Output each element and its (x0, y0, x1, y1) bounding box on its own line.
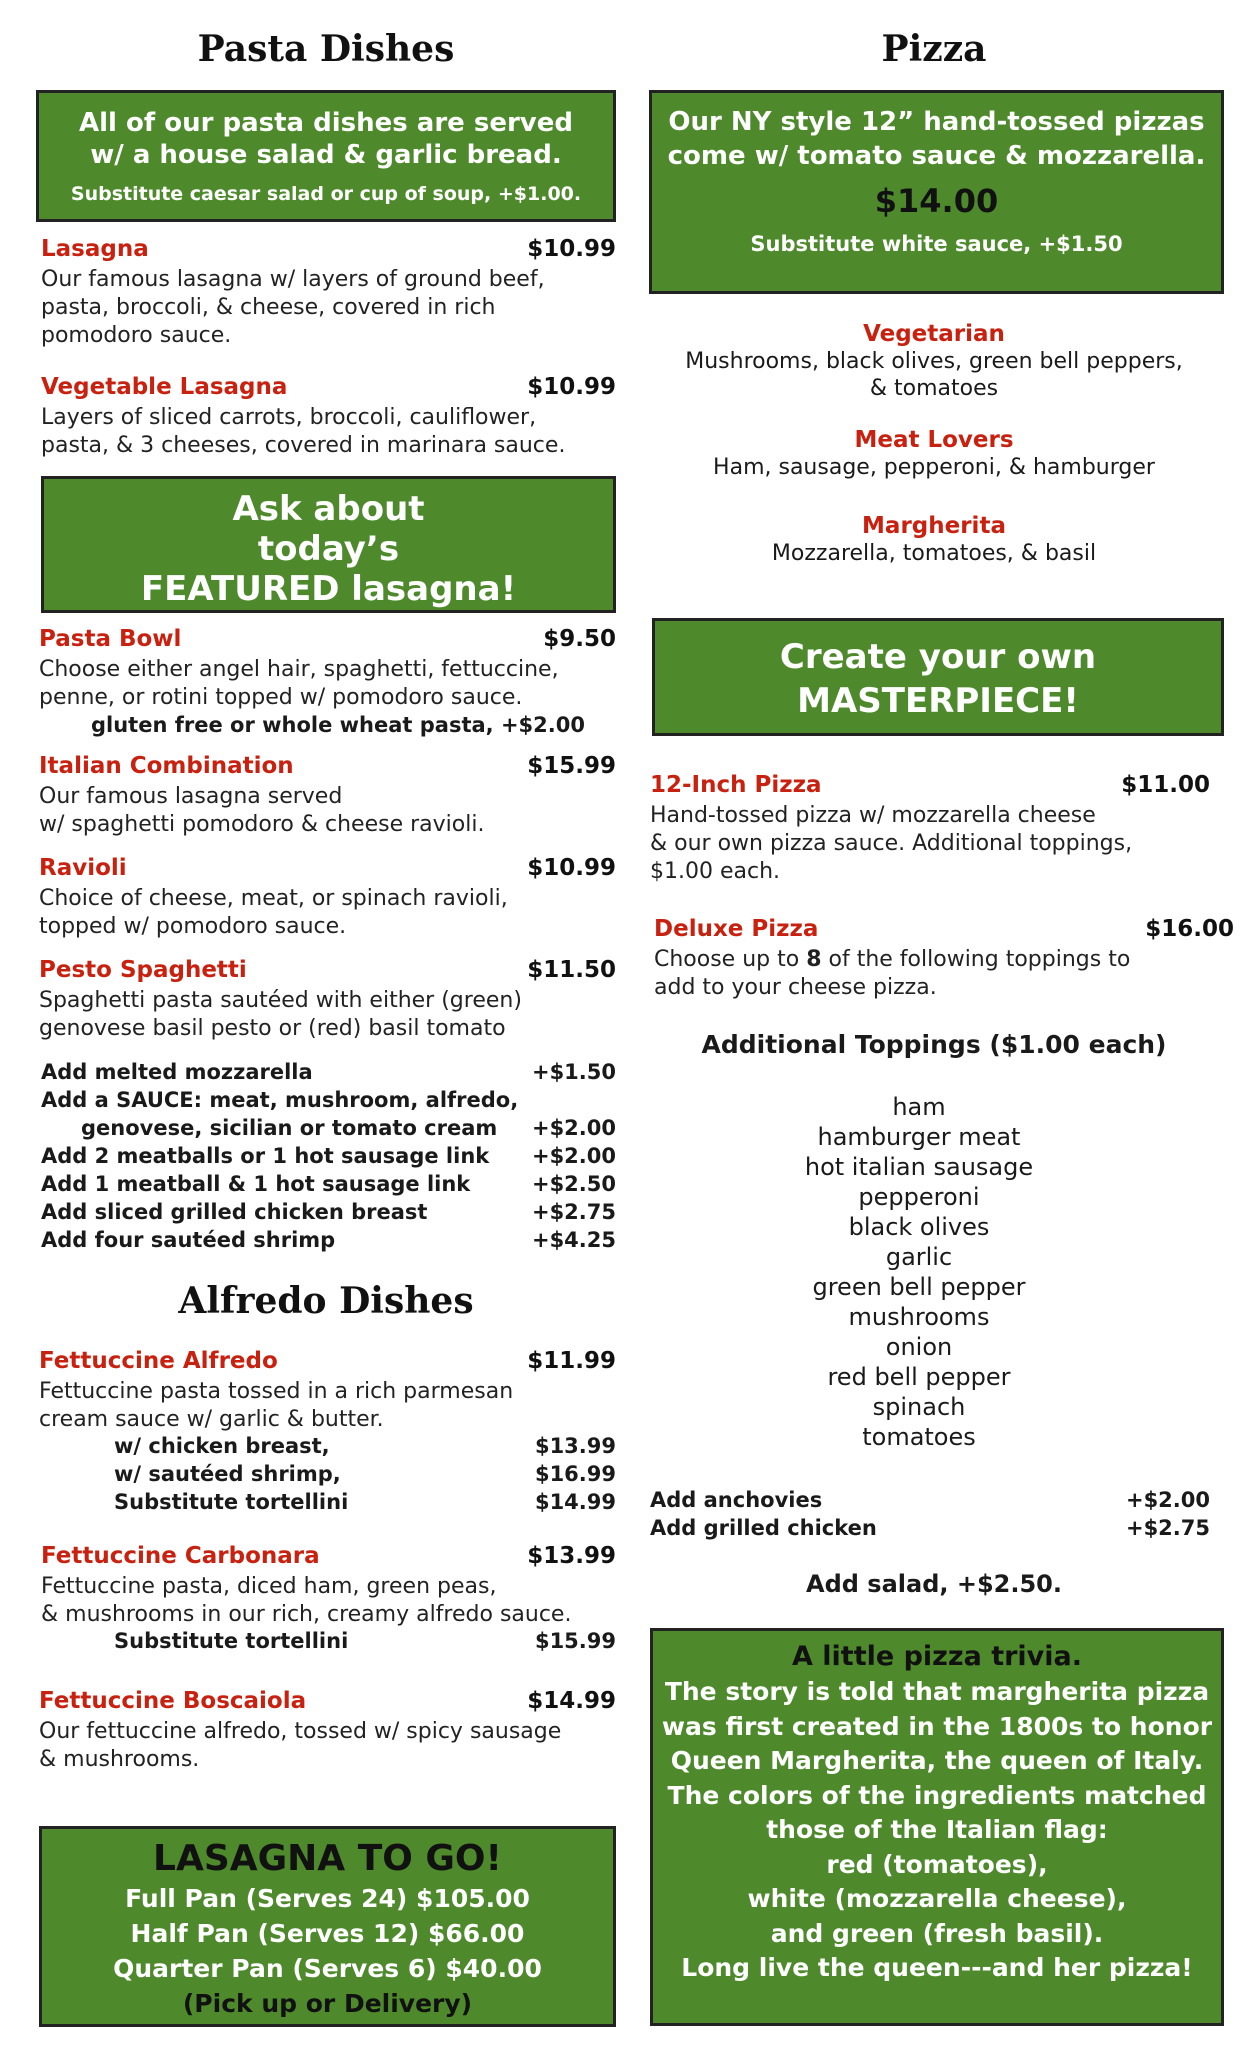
topping-item: hamburger meat (817, 1123, 1021, 1151)
item-desc: Choice of cheese, meat, or spinach ravioli, topped w/ pomodoro sauce. (39, 886, 508, 939)
featured-line3: FEATURED lasagna! (140, 569, 517, 609)
item-desc: Layers of sliced carrots, broccoli, cauliflower, pasta, & 3 cheeses, covered in marinara sauce. (41, 405, 566, 458)
pizza-section-title: Pizza (881, 28, 987, 70)
pasta-addons-list (41, 1060, 616, 1256)
trivia-line: The colors of the ingredients matched (667, 1780, 1207, 1810)
topping-item: green bell pepper (812, 1273, 1026, 1301)
pizza-extras-list (650, 1488, 1210, 1544)
item-price: $15.99 (527, 753, 616, 779)
item-price: $13.99 (527, 1543, 616, 1569)
item-price: $16.00 (1145, 916, 1234, 942)
featured-lasagna-box (41, 476, 616, 613)
addon-row: Add 2 meatballs or 1 hot sausage link +$2.00 (41, 1144, 616, 1168)
menu-item-lasagna (41, 236, 616, 350)
option-row: w/ chicken breast, $13.99 (114, 1434, 616, 1458)
item-name: Ravioli (39, 855, 127, 881)
featured-line1: Ask about (232, 489, 425, 529)
create-line1: Create your own (779, 637, 1097, 677)
item-name: 12-Inch Pizza (650, 772, 822, 798)
trivia-line: was first created in the 1800s to honor (661, 1711, 1213, 1741)
item-price: $11.99 (527, 1348, 616, 1374)
extra-row: Add grilled chicken +$2.75 (650, 1516, 1210, 1540)
pasta-section-title: Pasta Dishes (197, 28, 455, 70)
item-desc: Our famous lasagna served w/ spaghetti pomodoro & cheese ravioli. (39, 784, 485, 837)
pizza-base-price: $14.00 (874, 182, 999, 220)
create-line2: MASTERPIECE! (797, 681, 1079, 721)
item-desc: Fettuccine pasta, diced ham, green peas, & mushrooms in our rich, creamy alfredo sauce. (41, 1574, 572, 1627)
topping-item: garlic (885, 1243, 953, 1271)
menu-item-12-inch-pizza (650, 772, 1210, 886)
addon-row: Add melted mozzarella +$1.50 (41, 1060, 616, 1084)
item-name: Vegetable Lasagna (41, 374, 288, 400)
trivia-line: Long live the queen---and her pizza! (681, 1953, 1193, 1982)
pasta-intro-line1: All of our pasta dishes are served (79, 108, 573, 138)
lasagna-to-go-box (39, 1826, 616, 2027)
item-desc: Choose up to 8 of the following toppings to add to your cheese pizza. (654, 947, 1131, 1000)
item-note: gluten free or whole wheat pasta, +$2.00 (91, 713, 585, 737)
item-name: Pesto Spaghetti (39, 957, 247, 983)
pasta-intro-note: Substitute caesar salad or cup of soup, +$1.00. (70, 183, 582, 205)
trivia-line: white (mozzarella cheese), (747, 1884, 1127, 1913)
item-name: Italian Combination (39, 753, 294, 779)
item-desc: Choose either angel hair, spaghetti, fettuccine, penne, or rotini topped w/ pomodoro sauce. (39, 657, 559, 710)
topping-item: spinach (872, 1393, 966, 1421)
to-go-title: LASAGNA TO GO! (153, 1838, 502, 1879)
pizza-name: Margherita (862, 513, 1006, 539)
pizza-item-meat-lovers: Meat Lovers Ham, sausage, pepperoni, & hamburger (644, 426, 1224, 481)
pizza-intro-box (649, 90, 1224, 294)
item-desc: Fettuccine pasta tossed in a rich parmesan cream sauce w/ garlic & butter. (39, 1379, 514, 1432)
pizza-name: Meat Lovers (854, 427, 1014, 453)
menu-item-fettuccine-carbonara (41, 1543, 616, 1657)
toppings-list (644, 1092, 1194, 1452)
to-go-pickup: (Pick up or Delivery) (182, 1989, 473, 2018)
option-row: Substitute tortellini $15.99 (114, 1629, 616, 1653)
toppings-title: Additional Toppings ($1.00 each) (701, 1030, 1167, 1059)
topping-item: hot italian sausage (804, 1153, 1034, 1181)
item-price: $11.50 (527, 957, 616, 983)
addon-row: Add 1 meatball & 1 hot sausage link +$2.50 (41, 1172, 616, 1196)
menu-item-italian-combination (39, 753, 616, 839)
trivia-line: The story is told that margherita pizza (664, 1677, 1210, 1706)
item-name: Lasagna (41, 236, 149, 262)
pizza-name: Vegetarian (863, 321, 1005, 347)
addon-row: Add four sautéed shrimp +$4.25 (41, 1228, 616, 1252)
item-price: $11.00 (1121, 772, 1210, 798)
item-name: Pasta Bowl (39, 626, 182, 652)
menu-item-fettuccine-alfredo (39, 1348, 616, 1518)
to-go-quarter-pan: Quarter Pan (Serves 6) $40.00 (113, 1954, 542, 1983)
trivia-title: A little pizza trivia. (791, 1641, 1083, 1672)
pizza-trivia-box (650, 1628, 1224, 2026)
featured-line2: today’s (257, 529, 400, 569)
pasta-intro-line2: w/ a house salad & garlic bread. (90, 140, 562, 170)
pizza-intro-line2: come w/ tomato sauce & mozzarella. (667, 141, 1206, 171)
pasta-intro-box (36, 90, 616, 222)
addon-row: Add sliced grilled chicken breast +$2.75 (41, 1200, 616, 1224)
menu-item-pesto-spaghetti (39, 957, 616, 1043)
menu-item-vegetable-lasagna (41, 374, 616, 460)
item-desc: Our famous lasagna w/ layers of ground beef, pasta, broccoli, & cheese, covered in rich pomodoro sauce. (41, 267, 545, 348)
to-go-half-pan: Half Pan (Serves 12) $66.00 (130, 1919, 525, 1948)
item-price: $10.99 (527, 236, 616, 262)
item-desc: Our fettuccine alfredo, tossed w/ spicy sausage & mushrooms. (39, 1719, 562, 1772)
option-row: w/ sautéed shrimp, $16.99 (114, 1462, 616, 1486)
alfredo-section-title: Alfredo Dishes (178, 1280, 474, 1322)
item-name: Deluxe Pizza (654, 916, 819, 942)
topping-item: red bell pepper (827, 1363, 1011, 1391)
item-price: $9.50 (543, 626, 616, 652)
item-name: Fettuccine Boscaiola (39, 1688, 307, 1714)
menu-item-fettuccine-boscaiola (39, 1688, 616, 1774)
topping-item: mushrooms (848, 1303, 990, 1331)
item-price: $14.99 (527, 1688, 616, 1714)
create-your-own-box (652, 618, 1224, 736)
addon-row: Add a SAUCE: meat, mushroom, alfredo, (41, 1088, 519, 1112)
pizza-intro-line1: Our NY style 12” hand-tossed pizzas (668, 107, 1205, 137)
item-price: $10.99 (527, 855, 616, 881)
item-desc: Hand-tossed pizza w/ mozzarella cheese & our own pizza sauce. Additional toppings, $1.00 each. (650, 803, 1133, 884)
trivia-line: those of the Italian flag: (766, 1815, 1108, 1844)
topping-item: ham (892, 1093, 946, 1121)
menu-item-pasta-bowl (39, 626, 616, 739)
pizza-intro-note: Substitute white sauce, +$1.50 (750, 232, 1123, 256)
menu-item-ravioli (39, 855, 616, 941)
topping-item: tomatoes (862, 1423, 976, 1451)
addon-row: genovese, sicilian or tomato cream +$2.00 (81, 1116, 616, 1140)
pizza-item-margherita: Margherita Mozzarella, tomatoes, & basil (644, 512, 1224, 567)
topping-item: pepperoni (858, 1183, 980, 1211)
pizza-item-vegetarian: Vegetarian Mushrooms, black olives, green bell peppers, & tomatoes (644, 320, 1224, 402)
item-name: Fettuccine Carbonara (41, 1543, 320, 1569)
trivia-line: and green (fresh basil). (770, 1918, 1104, 1948)
option-row: Substitute tortellini $14.99 (114, 1490, 616, 1514)
item-name: Fettuccine Alfredo (39, 1348, 278, 1374)
trivia-line: red (tomatoes), (826, 1849, 1048, 1879)
item-desc: Spaghetti pasta sautéed with either (green) genovese basil pesto or (red) basil tomato (39, 988, 522, 1041)
trivia-line: Queen Margherita, the queen of Italy. (670, 1746, 1204, 1775)
menu-item-deluxe-pizza (654, 916, 1234, 1002)
extra-row: Add anchovies +$2.00 (650, 1488, 1210, 1512)
item-price: $10.99 (527, 374, 616, 400)
topping-item: onion (885, 1333, 953, 1361)
topping-item: black olives (848, 1213, 990, 1241)
to-go-full-pan: Full Pan (Serves 24) $105.00 (125, 1884, 530, 1913)
add-salad-note: Add salad, +$2.50. (806, 1570, 1062, 1598)
